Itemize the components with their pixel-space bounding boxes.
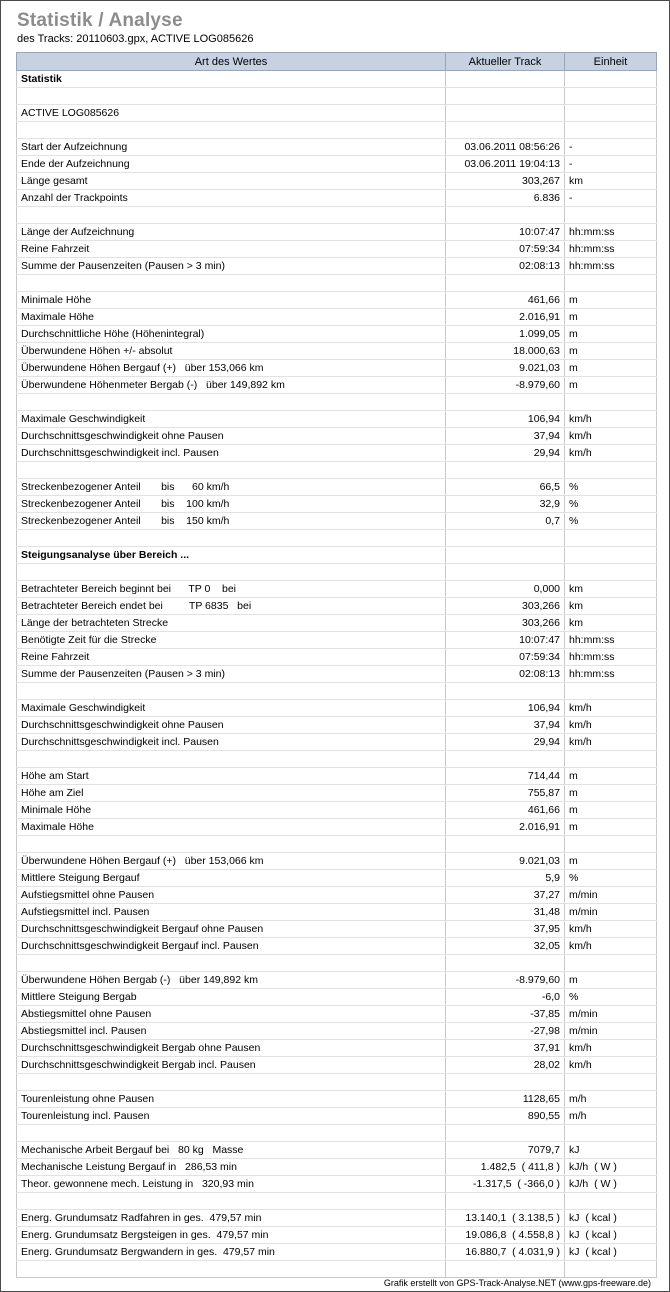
row-unit: m — [565, 360, 657, 377]
row-value: 03.06.2011 08:56:26 — [446, 139, 565, 156]
row-value — [446, 955, 565, 972]
row-value: 37,94 — [446, 428, 565, 445]
row-value: 02:08:13 — [446, 666, 565, 683]
row-label: Länge gesamt — [17, 173, 446, 190]
row-label — [17, 530, 446, 547]
table-row — [17, 1193, 657, 1210]
row-unit: % — [565, 989, 657, 1006]
row-value: 461,66 — [446, 292, 565, 309]
table-row — [17, 802, 657, 819]
row-unit: m/h — [565, 1108, 657, 1125]
table-row — [17, 241, 657, 258]
row-unit — [565, 1261, 657, 1278]
row-value: 303,266 — [446, 598, 565, 615]
row-label: Überwundene Höhen +/- absolut — [17, 343, 446, 360]
row-unit: - — [565, 156, 657, 173]
row-label — [17, 955, 446, 972]
row-value: -8.979,60 — [446, 377, 565, 394]
column-header-unit: Einheit — [565, 53, 657, 71]
table-row — [17, 1142, 657, 1159]
table-row — [17, 1210, 657, 1227]
table-row — [17, 1074, 657, 1091]
row-value: 461,66 — [446, 802, 565, 819]
row-label: Energ. Grundumsatz Radfahren in ges. 479,57 min — [17, 1210, 446, 1227]
row-unit: kJ ( kcal ) — [565, 1244, 657, 1261]
row-label — [17, 88, 446, 105]
row-value — [446, 462, 565, 479]
row-unit: km/h — [565, 1057, 657, 1074]
row-unit — [565, 207, 657, 224]
table-row — [17, 887, 657, 904]
row-unit: km — [565, 173, 657, 190]
table-row — [17, 1040, 657, 1057]
row-unit — [565, 547, 657, 564]
row-label — [17, 275, 446, 292]
row-unit: km/h — [565, 734, 657, 751]
row-value: 37,91 — [446, 1040, 565, 1057]
table-body — [17, 71, 657, 1278]
row-unit: km/h — [565, 700, 657, 717]
table-row — [17, 71, 657, 88]
row-label: Durchschnittsgeschwindigkeit Bergauf ohne Pausen — [17, 921, 446, 938]
row-label — [17, 1193, 446, 1210]
row-unit — [565, 564, 657, 581]
row-value: 31,48 — [446, 904, 565, 921]
row-value: 106,94 — [446, 700, 565, 717]
table-row — [17, 1227, 657, 1244]
row-unit: hh:mm:ss — [565, 649, 657, 666]
row-value — [446, 751, 565, 768]
row-value: 02:08:13 — [446, 258, 565, 275]
row-label: Länge der Aufzeichnung — [17, 224, 446, 241]
table-row — [17, 938, 657, 955]
row-unit: kJ ( kcal ) — [565, 1227, 657, 1244]
table-row — [17, 666, 657, 683]
row-label: Summe der Pausenzeiten (Pausen > 3 min) — [17, 666, 446, 683]
row-value: 2.016,91 — [446, 309, 565, 326]
row-label: Abstiegsmittel incl. Pausen — [17, 1023, 446, 1040]
row-label: Benötigte Zeit für die Strecke — [17, 632, 446, 649]
table-row — [17, 955, 657, 972]
row-label: ACTIVE LOG085626 — [17, 105, 446, 122]
table-row — [17, 377, 657, 394]
table-row — [17, 139, 657, 156]
table-row — [17, 632, 657, 649]
row-value: -8.979,60 — [446, 972, 565, 989]
row-value: 890,55 — [446, 1108, 565, 1125]
row-label: Höhe am Ziel — [17, 785, 446, 802]
table-row — [17, 428, 657, 445]
table-row — [17, 921, 657, 938]
table-row — [17, 581, 657, 598]
row-value: 10:07:47 — [446, 632, 565, 649]
row-unit — [565, 1193, 657, 1210]
row-value: -1.317,5 ( -366,0 ) — [446, 1176, 565, 1193]
row-label: Reine Fahrzeit — [17, 241, 446, 258]
row-value: 28,02 — [446, 1057, 565, 1074]
row-value — [446, 1261, 565, 1278]
row-label: Betrachteter Bereich endet bei TP 6835 bei — [17, 598, 446, 615]
row-unit: % — [565, 496, 657, 513]
statistics-table — [16, 52, 657, 1278]
row-label: Energ. Grundumsatz Bergsteigen in ges. 479,57 min — [17, 1227, 446, 1244]
row-label: Höhe am Start — [17, 768, 446, 785]
row-unit: km — [565, 581, 657, 598]
table-row — [17, 1261, 657, 1278]
row-unit — [565, 683, 657, 700]
row-value: 13.140,1 ( 3.138,5 ) — [446, 1210, 565, 1227]
table-row — [17, 496, 657, 513]
row-unit: m — [565, 819, 657, 836]
row-unit: m/min — [565, 1023, 657, 1040]
row-value — [446, 836, 565, 853]
row-value — [446, 1193, 565, 1210]
row-label: Tourenleistung incl. Pausen — [17, 1108, 446, 1125]
table-row — [17, 598, 657, 615]
row-unit: m — [565, 377, 657, 394]
row-value: 19.086,8 ( 4.558,8 ) — [446, 1227, 565, 1244]
row-value — [446, 683, 565, 700]
table-row — [17, 751, 657, 768]
row-value: 03.06.2011 19:04:13 — [446, 156, 565, 173]
row-unit: kJ ( kcal ) — [565, 1210, 657, 1227]
table-row — [17, 700, 657, 717]
row-label — [17, 1074, 446, 1091]
table-row — [17, 1244, 657, 1261]
row-label: Energ. Grundumsatz Bergwandern in ges. 479,57 min — [17, 1244, 446, 1261]
row-unit: km — [565, 615, 657, 632]
row-unit: km/h — [565, 717, 657, 734]
table-row — [17, 819, 657, 836]
row-unit: m — [565, 343, 657, 360]
row-label: Durchschnittsgeschwindigkeit Bergab incl. Pausen — [17, 1057, 446, 1074]
row-value — [446, 105, 565, 122]
table-row — [17, 479, 657, 496]
row-label: Überwundene Höhenmeter Bergab (-) über 149,892 km — [17, 377, 446, 394]
row-value: 66,5 — [446, 479, 565, 496]
table-row — [17, 258, 657, 275]
row-label — [17, 122, 446, 139]
table-row — [17, 1159, 657, 1176]
row-label: Statistik — [17, 71, 446, 88]
row-value: 37,95 — [446, 921, 565, 938]
row-unit: km/h — [565, 411, 657, 428]
row-unit — [565, 530, 657, 547]
table-row — [17, 88, 657, 105]
row-value: 6.836 — [446, 190, 565, 207]
row-label: Maximale Geschwindigkeit — [17, 411, 446, 428]
row-label: Reine Fahrzeit — [17, 649, 446, 666]
column-header-value: Aktueller Track — [446, 53, 565, 71]
row-label: Minimale Höhe — [17, 802, 446, 819]
row-unit: % — [565, 870, 657, 887]
row-label: Mechanische Arbeit Bergauf bei 80 kg Masse — [17, 1142, 446, 1159]
row-label: Durchschnittsgeschwindigkeit incl. Pausen — [17, 445, 446, 462]
row-label — [17, 1261, 446, 1278]
row-label: Aufstiegsmittel incl. Pausen — [17, 904, 446, 921]
table-row — [17, 224, 657, 241]
row-unit: km/h — [565, 938, 657, 955]
row-value: 9.021,03 — [446, 360, 565, 377]
table-row — [17, 326, 657, 343]
row-unit — [565, 955, 657, 972]
row-value: 18.000,63 — [446, 343, 565, 360]
row-value — [446, 71, 565, 88]
table-row — [17, 1176, 657, 1193]
row-label — [17, 836, 446, 853]
row-label: Tourenleistung ohne Pausen — [17, 1091, 446, 1108]
row-label: Streckenbezogener Anteil bis 60 km/h — [17, 479, 446, 496]
row-unit — [565, 462, 657, 479]
row-label — [17, 751, 446, 768]
table-row — [17, 547, 657, 564]
table-row — [17, 343, 657, 360]
row-value: 37,27 — [446, 887, 565, 904]
table-row — [17, 292, 657, 309]
row-label: Summe der Pausenzeiten (Pausen > 3 min) — [17, 258, 446, 275]
row-value: -37,85 — [446, 1006, 565, 1023]
table-row — [17, 649, 657, 666]
row-unit: m/min — [565, 1006, 657, 1023]
row-label: Steigungsanalyse über Bereich ... — [17, 547, 446, 564]
row-label — [17, 462, 446, 479]
table-row — [17, 105, 657, 122]
table-row — [17, 275, 657, 292]
row-label: Durchschnittsgeschwindigkeit incl. Pausen — [17, 734, 446, 751]
table-row — [17, 615, 657, 632]
table-row — [17, 462, 657, 479]
table-row — [17, 309, 657, 326]
row-unit: hh:mm:ss — [565, 258, 657, 275]
row-value: 0,000 — [446, 581, 565, 598]
row-label: Ende der Aufzeichnung — [17, 156, 446, 173]
row-value — [446, 1125, 565, 1142]
row-value — [446, 275, 565, 292]
row-unit — [565, 1125, 657, 1142]
row-value: 32,9 — [446, 496, 565, 513]
table-row — [17, 785, 657, 802]
row-label: Mittlere Steigung Bergab — [17, 989, 446, 1006]
row-label — [17, 394, 446, 411]
row-value — [446, 530, 565, 547]
table-row — [17, 173, 657, 190]
row-unit: - — [565, 139, 657, 156]
row-unit: km/h — [565, 445, 657, 462]
table-row — [17, 394, 657, 411]
table-row — [17, 1057, 657, 1074]
row-label: Durchschnittsgeschwindigkeit ohne Pausen — [17, 717, 446, 734]
row-value: 37,94 — [446, 717, 565, 734]
row-unit: m/min — [565, 904, 657, 921]
row-label: Durchschnittliche Höhe (Höhenintegral) — [17, 326, 446, 343]
row-value: 29,94 — [446, 445, 565, 462]
row-label — [17, 683, 446, 700]
row-label: Mittlere Steigung Bergauf — [17, 870, 446, 887]
table-row — [17, 360, 657, 377]
row-value: 1128,65 — [446, 1091, 565, 1108]
row-label: Überwundene Höhen Bergauf (+) über 153,066 km — [17, 853, 446, 870]
row-label — [17, 564, 446, 581]
row-value — [446, 564, 565, 581]
row-unit: m — [565, 326, 657, 343]
row-unit — [565, 1074, 657, 1091]
row-value: 9.021,03 — [446, 853, 565, 870]
table-row — [17, 768, 657, 785]
report-subtitle: des Tracks: 20110603.gpx, ACTIVE LOG085626 — [17, 33, 254, 45]
table-row — [17, 734, 657, 751]
table-row — [17, 1006, 657, 1023]
row-unit — [565, 71, 657, 88]
table-row — [17, 972, 657, 989]
table-row — [17, 122, 657, 139]
statistics-table-container — [16, 52, 656, 1278]
table-row — [17, 904, 657, 921]
row-value — [446, 88, 565, 105]
row-value — [446, 207, 565, 224]
row-unit — [565, 122, 657, 139]
row-label: Länge der betrachteten Strecke — [17, 615, 446, 632]
row-unit: km/h — [565, 921, 657, 938]
table-row — [17, 156, 657, 173]
row-unit: km/h — [565, 1040, 657, 1057]
table-row — [17, 1023, 657, 1040]
row-value: 755,87 — [446, 785, 565, 802]
row-value: 303,267 — [446, 173, 565, 190]
table-row — [17, 411, 657, 428]
row-value: 2.016,91 — [446, 819, 565, 836]
row-label: Streckenbezogener Anteil bis 100 km/h — [17, 496, 446, 513]
row-value — [446, 547, 565, 564]
row-value: 106,94 — [446, 411, 565, 428]
row-unit: hh:mm:ss — [565, 224, 657, 241]
table-row — [17, 513, 657, 530]
row-unit — [565, 751, 657, 768]
row-value: 1.099,05 — [446, 326, 565, 343]
row-label: Durchschnittsgeschwindigkeit Bergab ohne Pausen — [17, 1040, 446, 1057]
row-value: -6,0 — [446, 989, 565, 1006]
row-unit: kJ/h ( W ) — [565, 1159, 657, 1176]
row-label: Maximale Höhe — [17, 819, 446, 836]
row-unit — [565, 105, 657, 122]
row-value: 16.880,7 ( 4.031,9 ) — [446, 1244, 565, 1261]
row-value: 07:59:34 — [446, 649, 565, 666]
row-unit: hh:mm:ss — [565, 632, 657, 649]
row-unit: m — [565, 802, 657, 819]
row-label — [17, 1125, 446, 1142]
footer-credit: Grafik erstellt von GPS-Track-Analyse.NET (www.gps-freeware.de) — [383, 1278, 651, 1288]
row-unit: m — [565, 309, 657, 326]
table-row — [17, 683, 657, 700]
row-label: Betrachteter Bereich beginnt bei TP 0 bei — [17, 581, 446, 598]
row-value: 7079,7 — [446, 1142, 565, 1159]
row-unit: % — [565, 513, 657, 530]
table-row — [17, 530, 657, 547]
row-unit: m — [565, 972, 657, 989]
table-header-row — [17, 53, 657, 71]
row-value: 32,05 — [446, 938, 565, 955]
row-unit: m — [565, 292, 657, 309]
table-row — [17, 853, 657, 870]
table-row — [17, 717, 657, 734]
row-value: 10:07:47 — [446, 224, 565, 241]
report-title: Statistik / Analyse — [17, 10, 183, 31]
row-label: Überwundene Höhen Bergauf (+) über 153,066 km — [17, 360, 446, 377]
table-row — [17, 1108, 657, 1125]
column-header-type: Art des Wertes — [17, 53, 446, 71]
table-row — [17, 870, 657, 887]
row-label: Minimale Höhe — [17, 292, 446, 309]
row-unit: km — [565, 598, 657, 615]
row-label: Streckenbezogener Anteil bis 150 km/h — [17, 513, 446, 530]
row-unit: km/h — [565, 428, 657, 445]
table-row — [17, 190, 657, 207]
row-value: 07:59:34 — [446, 241, 565, 258]
row-unit: - — [565, 190, 657, 207]
row-unit: % — [565, 479, 657, 496]
row-unit: m — [565, 768, 657, 785]
row-label: Start der Aufzeichnung — [17, 139, 446, 156]
row-label: Maximale Höhe — [17, 309, 446, 326]
row-label: Maximale Geschwindigkeit — [17, 700, 446, 717]
row-label: Durchschnittsgeschwindigkeit Bergauf incl. Pausen — [17, 938, 446, 955]
row-value: 714,44 — [446, 768, 565, 785]
row-label: Aufstiegsmittel ohne Pausen — [17, 887, 446, 904]
row-unit — [565, 88, 657, 105]
table-row — [17, 1125, 657, 1142]
table-row — [17, 445, 657, 462]
row-value: 303,266 — [446, 615, 565, 632]
row-value — [446, 394, 565, 411]
row-value: 0,7 — [446, 513, 565, 530]
row-value: 29,94 — [446, 734, 565, 751]
row-value: 5,9 — [446, 870, 565, 887]
row-unit: m — [565, 853, 657, 870]
row-value: 1.482,5 ( 411,8 ) — [446, 1159, 565, 1176]
row-unit: m/min — [565, 887, 657, 904]
row-unit: m/h — [565, 1091, 657, 1108]
row-label — [17, 207, 446, 224]
row-unit: kJ — [565, 1142, 657, 1159]
table-row — [17, 836, 657, 853]
row-value — [446, 1074, 565, 1091]
table-row — [17, 207, 657, 224]
row-label: Durchschnittsgeschwindigkeit ohne Pausen — [17, 428, 446, 445]
row-unit: hh:mm:ss — [565, 241, 657, 258]
row-label: Überwundene Höhen Bergab (-) über 149,892 km — [17, 972, 446, 989]
row-unit: hh:mm:ss — [565, 666, 657, 683]
row-label: Mechanische Leistung Bergauf in 286,53 min — [17, 1159, 446, 1176]
table-row — [17, 1091, 657, 1108]
row-label: Abstiegsmittel ohne Pausen — [17, 1006, 446, 1023]
row-unit: m — [565, 785, 657, 802]
row-unit — [565, 394, 657, 411]
table-row — [17, 564, 657, 581]
row-value: -27,98 — [446, 1023, 565, 1040]
row-label: Anzahl der Trackpoints — [17, 190, 446, 207]
row-unit — [565, 275, 657, 292]
row-label: Theor. gewonnene mech. Leistung in 320,93 min — [17, 1176, 446, 1193]
row-unit — [565, 836, 657, 853]
row-unit: kJ/h ( W ) — [565, 1176, 657, 1193]
table-row — [17, 989, 657, 1006]
row-value — [446, 122, 565, 139]
